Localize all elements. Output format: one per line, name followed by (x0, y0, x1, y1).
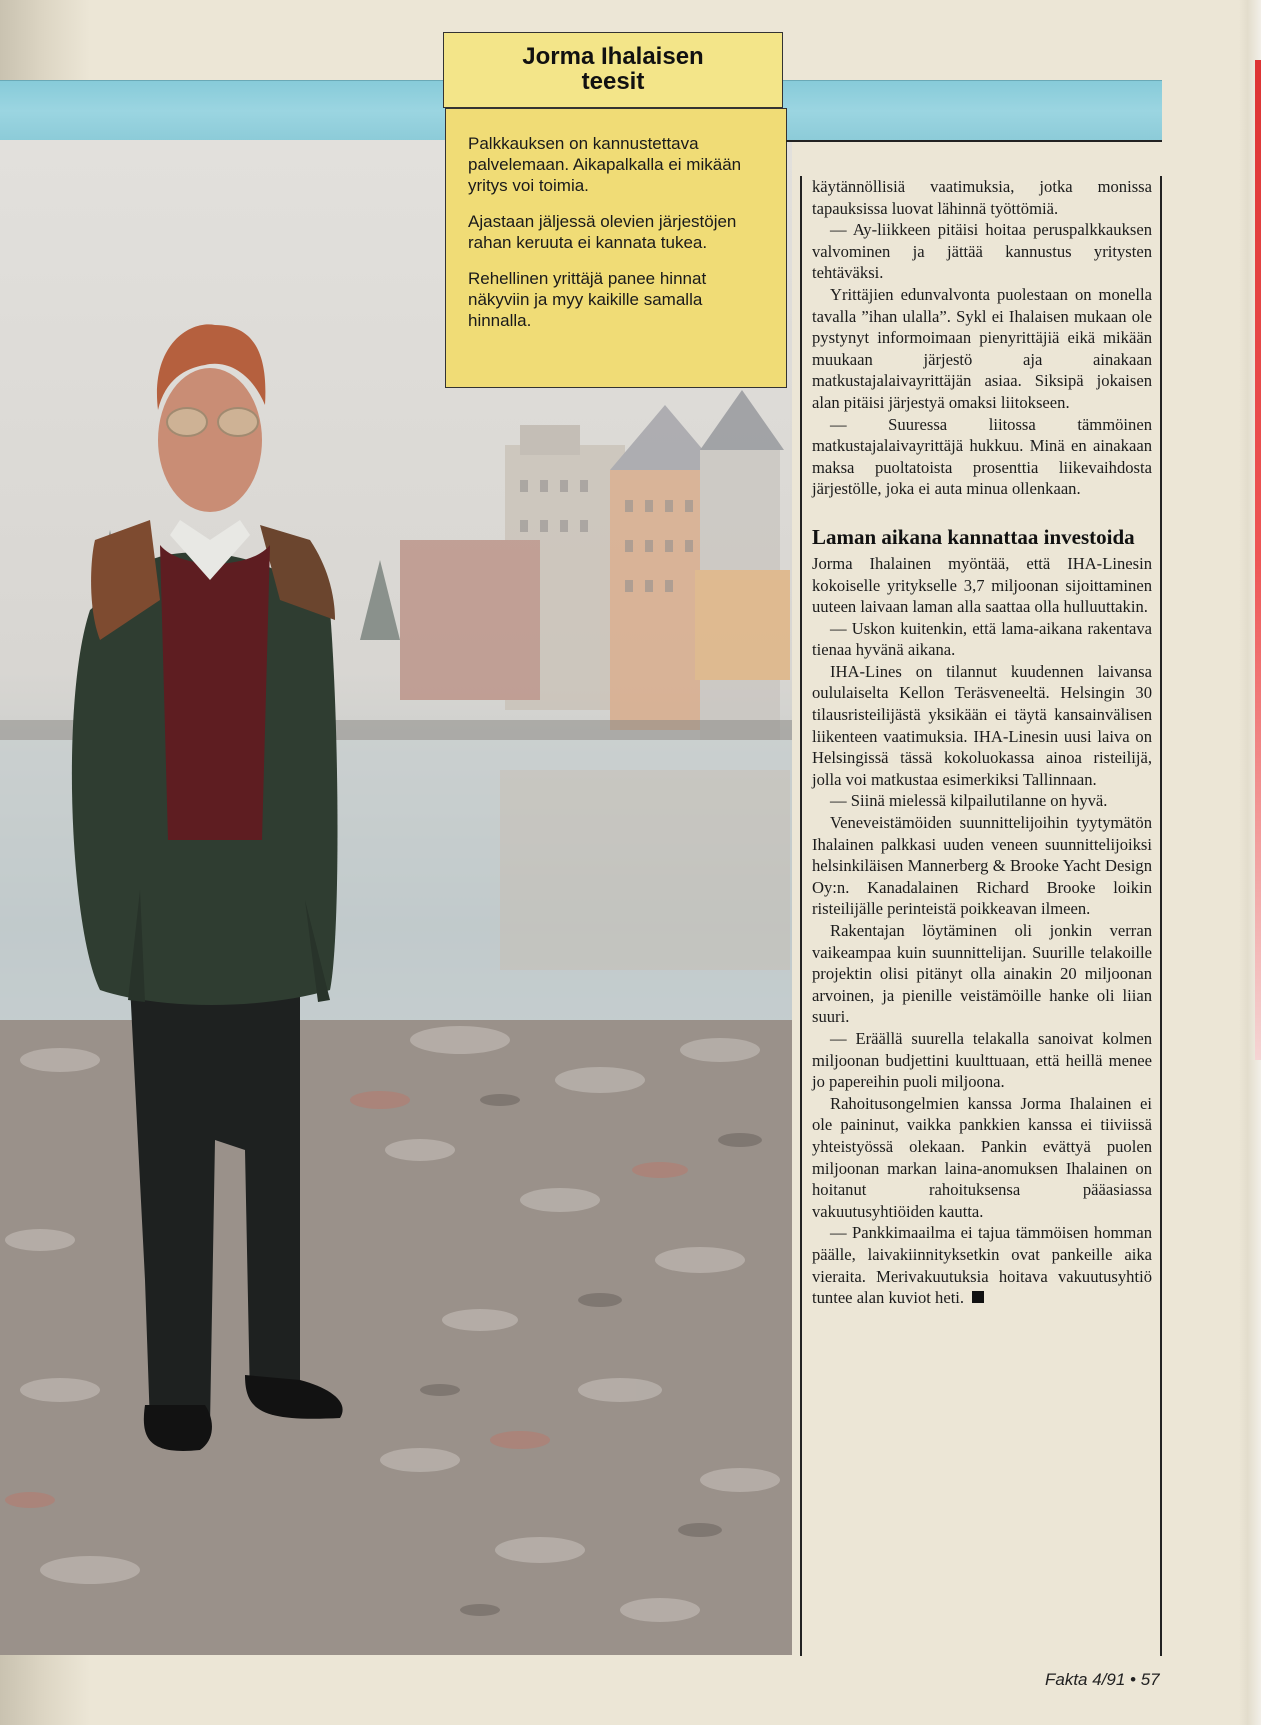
sidebar-title-line1: Jorma Ihalaisen (522, 43, 704, 70)
article-paragraph: IHA-Lines on tilannut kuudennen laivansa oululaiselta Kellon Teräsveneeltä. Helsingin 30 tilausristeilijästä yksikään ei täytä kansainvälisen liikenteen vaatimuksia. IHA-Linesin uusi laiva on Helsingissä tässä kokoluokassa ainoa risteilijä, jolla voi matkustaa esimerkiksi Tallinnaan. (812, 661, 1152, 789)
article-column (800, 176, 1162, 1656)
article-paragraph: — Eräällä suurella telakalla sanoivat kolmen miljoonan budjettini kuulttuaan, että heillä menee jo papereihin puoli miljoona. (812, 1028, 1152, 1092)
article-paragraph: Jorma Ihalainen myöntää, että IHA-Linesin kokoiselle yritykselle 3,7 miljoonan sijoittaminen uuteen laivaan laman alla saattaa olla hulluuttakin. (812, 553, 1152, 617)
column-top-rule (786, 140, 1162, 142)
article-paragraph: — Siinä mielessä kilpailutilanne on hyvä. (830, 791, 1108, 811)
end-mark-icon (972, 1291, 984, 1303)
sidebar-point: Palkkauksen on kannustettava palvelemaan. Aikapalkalla ei mikään yritys voi toimia. (468, 134, 742, 195)
article-paragraph: Yrittäjien edunvalvonta puolestaan on monella tavalla ”ihan ulalla”. Sykl ei Ihalaisen mukaan ole pystynyt informoimaan pienyrittäjiä eikä mikään muukaan järjestö aja ainakaan matkustajalaivayrittäjän asiaa. Siksipä jokaisen alan pitäisi järjestyä omaksi liitokseen. (812, 284, 1152, 412)
article-subheading: Laman aikana kannattaa investoida (812, 524, 1135, 549)
article-paragraph: Veneveistämöiden suunnittelijoihin tyytymätön Ihalainen palkkasi uuden veneen suunnittelijoiksi helsinkiläisen Mannerberg & Brooke Yacht Design Oy:n. Kanadalainen Richard Brooke loikin risteilijälle perinteistä poikkeavan ilmeen. (812, 813, 1152, 919)
rocky-shore (0, 1020, 792, 1655)
article-paragraph: — Suuressa liitossa tämmöinen matkustajalaivayrittäjä hukkuu. Minä en ainakaan maksa puoltatoista prosenttia liikevaihdosta järjestölle, joka ei auta minua ollenkaan. (812, 414, 1152, 499)
sidebar-title-box (443, 32, 783, 108)
article-last-paragraph (812, 1222, 1152, 1308)
adjacent-page-edge (1255, 60, 1261, 1060)
sidebar-point: Rehellinen yrittäjä panee hinnat näkyviin ja myy kaikille samalla hinnalla. (468, 269, 707, 330)
article-paragraph: — Ay-liikkeen pitäisi hoitaa peruspalkkauksen valvominen ja jättää kannustus yritysten tehtäväksi. (812, 220, 1152, 283)
page-footer: Fakta 4/91 • 57 (1045, 1670, 1160, 1689)
article-paragraph-text: — Pankkimaailma ei tajua tämmöisen homman päälle, laivakiinnityksetkin ovat pankeille aika vieraita. Merivakuutuksia hoitava vakuutusyhtiö tuntee alan kuviot heti. (812, 1223, 1152, 1308)
article-paragraph: käytännöllisiä vaatimuksia, jotka monissa tapauksissa luovat lähinnä työttömiä. (812, 177, 1152, 218)
article-paragraph: Rakentajan löytäminen oli jonkin verran vaikeampaa kuin suunnittelijan. Suurille telakoille projektin olisi pitänyt olla ainakin 20 miljoonan arvoinen, ja pienille veistämöille hanke oli liian suuri. (812, 921, 1152, 1027)
sidebar-title-line2: teesit (581, 68, 645, 95)
sidebar-point: Ajastaan jäljessä olevien järjestöjen rahan keruuta ei kannata tukea. (468, 212, 737, 252)
article-paragraph: — Uskon kuitenkin, että lama-aikana rakentava tienaa hyvänä aikana. (812, 618, 1152, 660)
sidebar-body (445, 108, 787, 388)
article-paragraph: Rahoitusongelmien kanssa Jorma Ihalainen ei ole paininut, vaikka pankkien kanssa ei tiiviissä yhteistyössä olekaan. Pankin evättyä puolen miljoonan markan laina-anomuksen Ihalainen on hoitanut rahoituksensa pääasiassa vakuutusyhtiöiden kautta. (812, 1093, 1152, 1221)
